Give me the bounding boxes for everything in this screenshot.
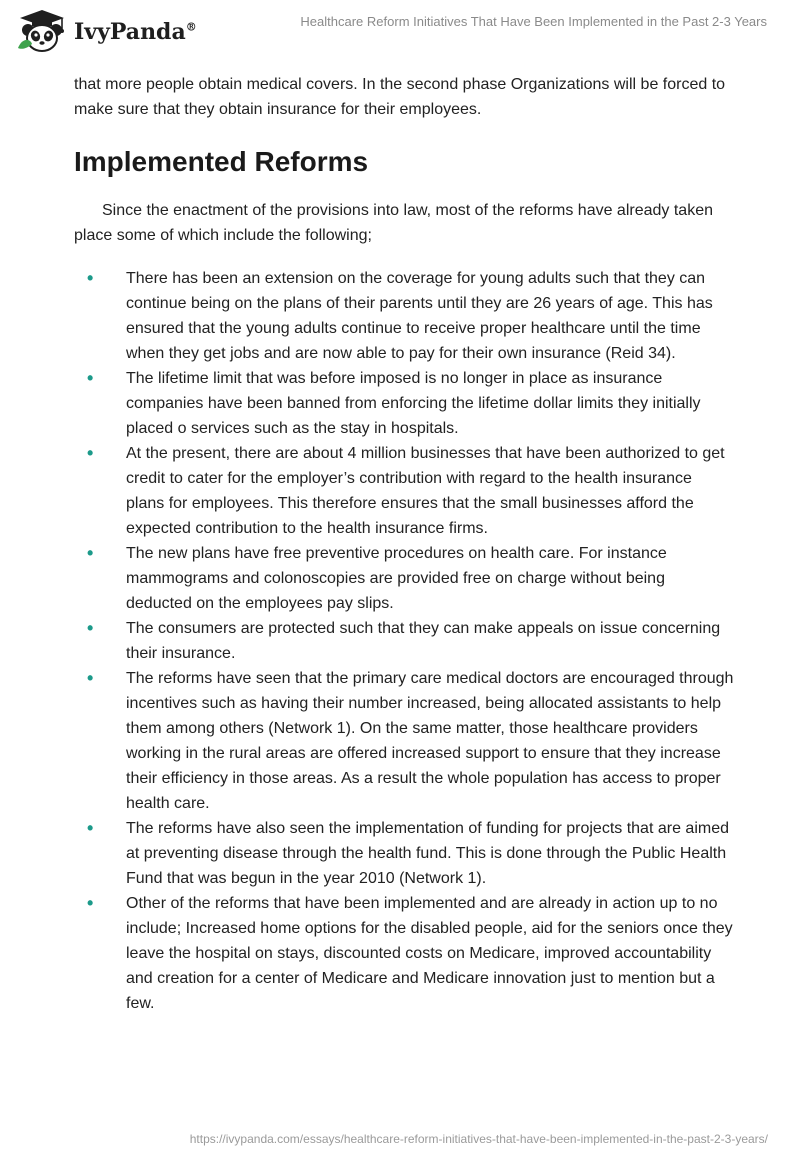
list-item xyxy=(74,366,734,441)
bullet-icon: • xyxy=(87,268,94,288)
list-item-text: Other of the reforms that have been implemented and are already in action up to no include; Increased home options for the disabled people, aid for the seniors once they leave the hospital on stays, discounted costs on Medicare, improved accountability and creation for a center of Medicare and Medicare innovation just to mention but a few. xyxy=(126,895,733,1012)
source-url[interactable]: https://ivypanda.com/essays/healthcare-reform-initiatives-that-have-been-implemented-in-the-past-2-3-years/ xyxy=(189,1132,768,1146)
list-item-text: The lifetime limit that was before imposed is no longer in place as insurance companies have been banned from enforcing the lifetime dollar limits they initially placed o services such as the stay in hospitals. xyxy=(126,370,701,437)
reforms-list xyxy=(74,266,734,1016)
list-item-text: The consumers are protected such that they can make appeals on issue concerning their insurance. xyxy=(126,620,721,662)
page-header xyxy=(0,0,800,60)
list-item-text: At the present, there are about 4 million businesses that have been authorized to get credit to cater for the employer’s contribution with regard to the health insurance plans for employees. This therefore ensures that the small businesses afford the expected contribution to the health insurance firms. xyxy=(126,445,725,537)
list-item-text: The reforms have also seen the implementation of funding for projects that are aimed at preventing disease through the health fund. This is done through the Public Health Fund that was begun in the year 2010 (Network 1). xyxy=(126,820,729,887)
bullet-icon: • xyxy=(87,368,94,388)
intro-paragraph: that more people obtain medical covers. In the second phase Organizations will be forced to make sure that they obtain insurance for their employees. xyxy=(74,76,726,118)
list-item-text: The reforms have seen that the primary care medical doctors are encouraged through incentives such as having their number increased, being allocated assistants to help them among others (Network 1). On the same matter, those healthcare providers working in the rural areas are offered increased support to ensure that they increase their efficiency in those areas. As a result the whole population has access to proper health care. xyxy=(126,670,734,812)
list-item xyxy=(74,616,734,666)
list-item xyxy=(74,816,734,891)
registered-mark: ® xyxy=(185,20,197,34)
list-item xyxy=(74,266,734,366)
section-intro-paragraph: Since the enactment of the provisions into law, most of the reforms have already taken place some of which include the following; xyxy=(74,202,713,244)
document-title: Healthcare Reform Initiatives That Have Been Implemented in the Past 2-3 Years xyxy=(300,14,767,29)
section-heading: Implemented Reforms xyxy=(74,146,369,177)
list-item-text: The new plans have free preventive procedures on health care. For instance mammograms and colonoscopies are provided free on charge without being deducted on the employees pay slips. xyxy=(126,545,667,612)
bullet-icon: • xyxy=(87,668,94,688)
list-item-text: There has been an extension on the coverage for young adults such that they can continue being on the plans of their parents until they are 26 years of age. This has ensured that the young adults continue to receive proper healthcare until the time when they get jobs and are now able to pay for their own insurance (Reid 34). xyxy=(126,270,713,362)
essay-content xyxy=(74,72,734,1016)
bullet-icon: • xyxy=(87,893,94,913)
list-item xyxy=(74,891,734,1016)
list-item xyxy=(74,666,734,816)
brand-logo[interactable] xyxy=(14,8,197,54)
bullet-icon: • xyxy=(87,818,94,838)
panda-graduate-icon xyxy=(14,8,70,54)
brand-name: IvyPanda® xyxy=(74,19,197,45)
bullet-icon: • xyxy=(87,618,94,638)
list-item xyxy=(74,441,734,541)
bullet-icon: • xyxy=(87,543,94,563)
bullet-icon: • xyxy=(87,443,94,463)
list-item xyxy=(74,541,734,616)
